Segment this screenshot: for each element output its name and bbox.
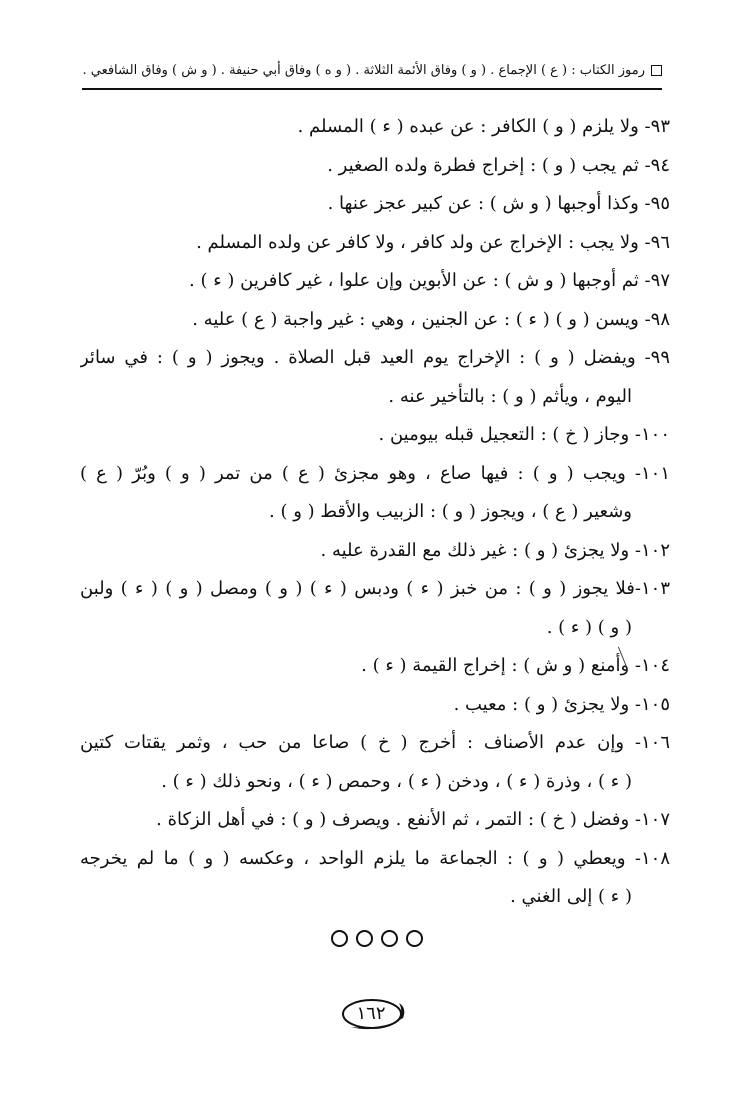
circle-icon: [331, 930, 348, 947]
circle-icon: [356, 930, 373, 947]
running-header: [82, 58, 662, 84]
text-line-continuation: ( و ) ( ء ) .: [546, 616, 632, 638]
text-line: ٩٤- ثم يجب ( و ) : إخراج فطرة ولده الصغير .: [327, 154, 670, 176]
square-bullet-icon: [651, 65, 662, 76]
text-line: ٩٦- ولا يجب : الإخراج عن ولد كافر ، ولا كافر عن ولده المسلم .: [196, 231, 670, 253]
text-line: ٩٩- ويفضل ( و ) : الإخراج يوم العيد قبل الصلاة . ويجوز ( و ) : في سائر: [80, 347, 670, 368]
page-number-frame: [339, 994, 411, 1034]
text-line: ٩٧- ثم أوجبها ( و ش ) : عن الأبوين وإن علوا ، غير كافرين ( ء ) .: [189, 270, 670, 291]
text-line: ٩٨- ويسن ( و ) ( ء ) : عن الجنين ، وهي : غير واجبة ( ع ) عليه .: [192, 308, 670, 330]
text-line: ١٠١- ويجب ( و ) : فيها صاع ، وهو مجزئ ( ع ) من تمر ( و ) وبُرّ ( ع ): [80, 462, 670, 484]
page-number: ١٦٢: [356, 1003, 386, 1024]
text-line-continuation: اليوم ، ويأثم ( و ) : بالتأخير عنه .: [388, 385, 632, 407]
text-line: ١٠٨- ويعطي ( و ) : الجماعة ما يلزم الواحد ، وعكسه ( و ) ما لم يخرجه: [80, 847, 670, 869]
section-end-ornament: [0, 930, 754, 951]
text-line: ١٠٦- وإن عدم الأصناف : أخرج ( خ ) صاعا من حب ، وثمر يقتات كتين: [80, 732, 670, 753]
text-line: ٩٣- ولا يلزم ( و ) الكافر : عن عبده ( ء ) المسلم .: [297, 116, 670, 137]
text-line: ١٠٥- ولا يجزئ ( و ) : معيب .: [453, 693, 670, 715]
circle-icon: [381, 930, 398, 947]
text-line: ١٠٤- وأمنع ( و ش ) : إخراج القيمة ( ء ) .: [361, 655, 670, 676]
text-line: ١٠٣-فلا يجوز ( و ) : من خبز ( ء ) ودبس ( ء ) ( و ) ومصل ( و ) ( ء ) ولبن: [80, 578, 670, 599]
text-line-continuation: ( ء ) ، وذرة ( ء ) ، ودخن ( ء ) ، وحمص ( ء ) ، ونحو ذلك ( ء ) .: [161, 770, 632, 792]
circle-icon: [406, 930, 423, 947]
header-text: رموز الكتاب : ( ع ) الإجماع . ( و ) وفاق الأئمة الثلاثة . ( و ه ) وفاق أبي حنيفة . ( و ش ) وفاق الشافعي .: [82, 63, 645, 78]
text-line-continuation: ( ء ) إلى الغني .: [510, 886, 632, 907]
header-rule: [82, 88, 662, 90]
text-line: ١٠٧- وفضل ( خ ) : التمر ، ثم الأنفع . ويصرف ( و ) : في أهل الزكاة .: [156, 809, 670, 830]
text-line: ١٠٢- ولا يجزئ ( و ) : غير ذلك مع القدرة عليه .: [320, 539, 670, 561]
text-line: ٩٥- وكذا أوجبها ( و ش ) : عن كبير عجز عنها .: [327, 193, 670, 214]
page-body: [80, 108, 670, 917]
text-line-continuation: وشعير ( ع ) ، ويجوز ( و ) : الزبيب والأقط ( و ) .: [269, 501, 632, 522]
text-line: ١٠٠- وجاز ( خ ) : التعجيل قبله بيومين .: [378, 424, 670, 445]
